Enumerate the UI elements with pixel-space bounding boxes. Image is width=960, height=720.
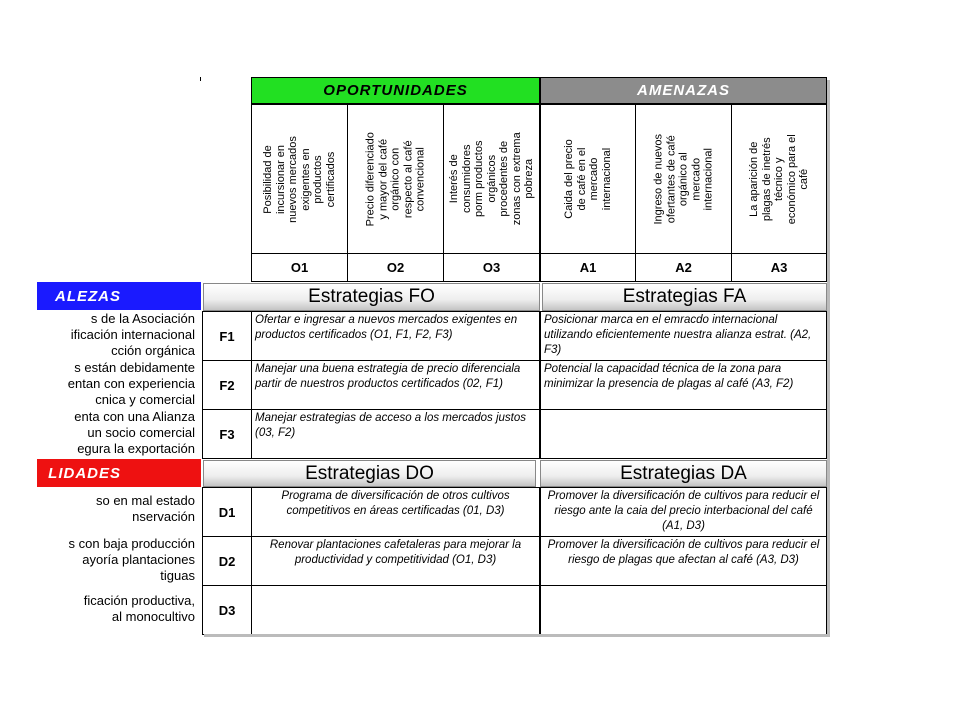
strategy-do-d1: Programa de diversificación de otros cultivos competitivos en áreas certificadas (01, D3) <box>251 487 540 537</box>
strategy-fa-f3 <box>540 409 827 459</box>
strength-code-f2: F2 <box>202 360 252 410</box>
threat-a2-description: Ingreso de nuevos ofertantes de café orgánico al mercado internacional <box>635 104 732 254</box>
strategy-fo-f3: Manejar estrategias de acceso a los mercados justos (03, F2) <box>251 409 540 459</box>
strategy-da-d2: Promover la diversificación de cultivos para reducir el riesgo de plagas que afectan al café (A3, D3) <box>540 536 827 586</box>
strategy-do-header: Estrategias DO <box>203 460 536 487</box>
strategy-da-d1: Promover la diversificación de cultivos para reducir el riesgo ante la caia del precio interbacional del café (A1, D3) <box>540 487 827 537</box>
strategy-do-d3 <box>251 585 540 635</box>
opportunity-o3-description: Interés de consumidores porm productos orgánicos procedentes de zonas con extrema pobreza <box>443 104 540 254</box>
opportunity-o2-description: Precio diferenciado y mayor del café orgánico con respecto al café convencional <box>347 104 444 254</box>
strategy-fo-f2: Manejar una buena estrategia de precio diferenciala partir de nuestros productos certificados (02, F1) <box>251 360 540 410</box>
strategy-fa-f2: Potencial la capacidad técnica de la zona para minimizar la presencia de plagas al café (A3, F2) <box>540 360 827 410</box>
weakness-d2-description: s con baja producción ayoría plantaciones tiguas <box>68 536 195 583</box>
strategy-fo-f1: Ofertar e ingresar a nuevos mercados exigentes en productos certificados (O1, F1, F2, F3) <box>251 311 540 361</box>
strategy-do-d2: Renovar plantaciones cafetaleras para mejorar la productividad y competitividad (O1, D3) <box>251 536 540 586</box>
weaknesses-header: LIDADES <box>37 459 201 487</box>
threat-code-a3: A3 <box>731 253 827 282</box>
threat-a3-description: La aparición de plagas de inetrés técnico y económico para el café <box>731 104 827 254</box>
strength-f1-description: s de la Asociación ificación internacional cción orgánica <box>70 311 195 358</box>
weakness-code-d2: D2 <box>202 536 252 586</box>
opportunities-header: OPORTUNIDADES <box>251 77 540 104</box>
weakness-d1-description: so en mal estado nservación <box>95 493 195 524</box>
strategy-da-d3 <box>540 585 827 635</box>
threat-a1-description: Caida del precio de café en el mercado internacional <box>540 104 636 254</box>
strength-code-f1: F1 <box>202 311 252 361</box>
strength-f2-description: s están debidamente entan con experiencia cnica y comercial <box>67 360 195 407</box>
table-shadow-right <box>827 80 830 636</box>
threat-code-a1: A1 <box>540 253 636 282</box>
opportunity-code-o3: O3 <box>443 253 540 282</box>
strategy-fa-header: Estrategias FA <box>542 283 827 311</box>
threat-code-a2: A2 <box>635 253 732 282</box>
opportunity-o1-description: Posibilidad de incursionar en nuevos mercados exigentes en productos certificados <box>251 104 348 254</box>
strength-f3-description: enta con una Alianza un socio comercial egura la exportación <box>74 409 195 456</box>
strategy-da-header: Estrategias DA <box>540 460 827 487</box>
table-shadow-bottom <box>204 634 830 637</box>
opportunity-code-o1: O1 <box>251 253 348 282</box>
weakness-code-d1: D1 <box>202 487 252 537</box>
strength-code-f3: F3 <box>202 409 252 459</box>
weakness-d3-description: ficación productiva, al monocultivo <box>83 593 195 624</box>
strategy-fa-f1: Posicionar marca en el emracdo internacional utilizando eficientemente nuestra alianza estrat. (A2, F3) <box>540 311 827 361</box>
threats-header: AMENAZAS <box>540 77 827 104</box>
strengths-header: ALEZAS <box>37 282 201 310</box>
opportunity-code-o2: O2 <box>347 253 444 282</box>
left-border-line <box>200 77 201 81</box>
strategy-fo-header: Estrategias FO <box>203 283 540 311</box>
weakness-code-d3: D3 <box>202 585 252 635</box>
